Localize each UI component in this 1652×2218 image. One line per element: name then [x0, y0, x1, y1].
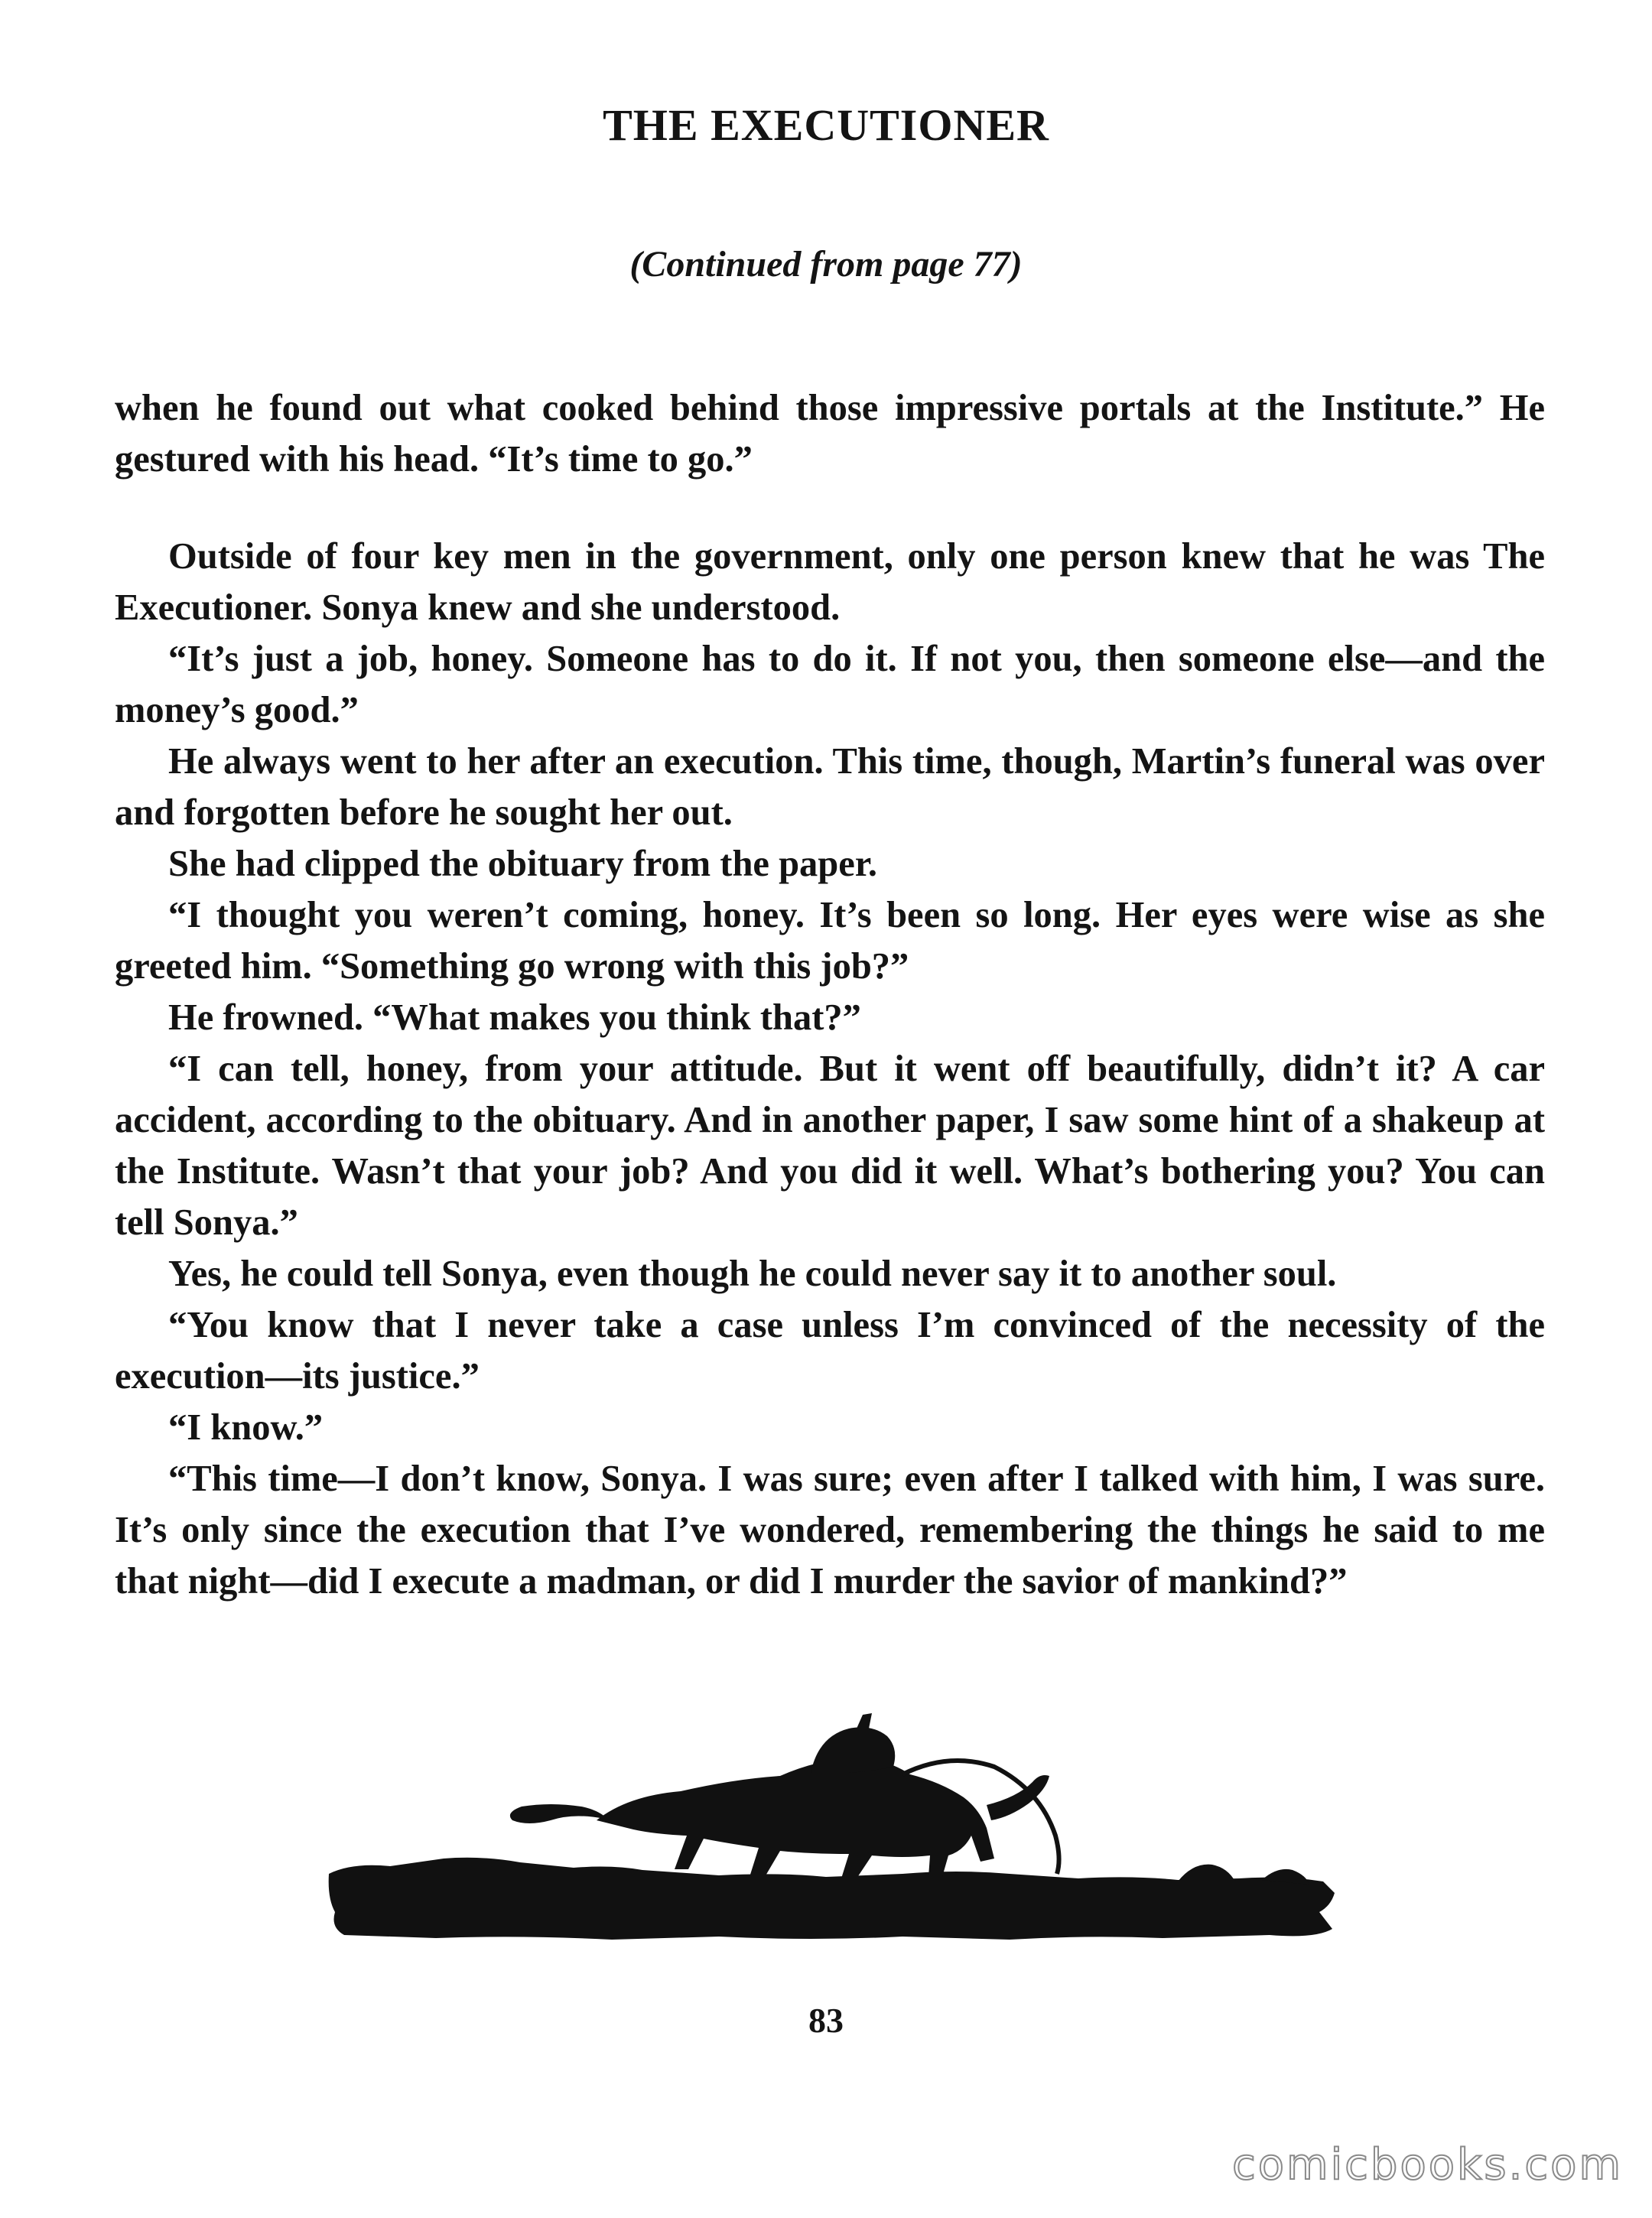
page-number: 83	[808, 2001, 844, 2040]
paragraph: “It’s just a job, honey. Someone has to do it. If not you, then someone else—and the money’s good.”	[115, 639, 1545, 730]
paragraph: He frowned. “What makes you think that?”	[168, 997, 861, 1038]
paragraph: “I can tell, honey, from your attitude. But it went off beautifully, didn’t it? A car accident, according to the obituary. And in another paper, I saw some hint of a shakeup at the Institute. Wasn’t that your job? And you did it well. What’s bothering you? You can tell Sonya.”	[115, 1049, 1545, 1243]
story-body	[115, 382, 1545, 1607]
paragraph: when he found out what cooked behind those impressive portals at the Institute.” He gestured with his head. “It’s time to go.”	[115, 388, 1545, 480]
paragraph: He always went to her after an execution. This time, though, Martin’s funeral was over and forgotten before he sought her out.	[115, 741, 1545, 833]
site-watermark: comicbooks.com	[1231, 2140, 1623, 2190]
paragraph: She had clipped the obituary from the paper.	[168, 844, 877, 884]
paragraph: “This time—I don’t know, Sonya. I was sure; even after I talked with him, I was sure. It’s only since the execution that I’ve wondered, remembering the things he said to me that night—did I execute a madman, or did I murder the savior of mankind?”	[115, 1459, 1545, 1602]
paragraph: Yes, he could tell Sonya, even though he could never say it to another soul.	[168, 1254, 1337, 1294]
paragraph: “I thought you weren’t coming, honey. It’s been so long. Her eyes were wise as she greeted him. “Something go wrong with this job?”	[115, 895, 1545, 987]
paragraph: Outside of four key men in the government, only one person knew that he was The Executioner. Sonya knew and she understood.	[115, 536, 1545, 628]
paragraph: “I know.”	[168, 1407, 324, 1448]
story-title: THE EXECUTIONER	[603, 100, 1049, 150]
silhouette-beast-on-horizon-icon	[321, 1706, 1346, 1981]
continued-note: (Continued from page 77)	[629, 244, 1023, 285]
paragraph: “You know that I never take a case unless I’m convinced of the necessity of the execution—its justice.”	[115, 1305, 1545, 1397]
